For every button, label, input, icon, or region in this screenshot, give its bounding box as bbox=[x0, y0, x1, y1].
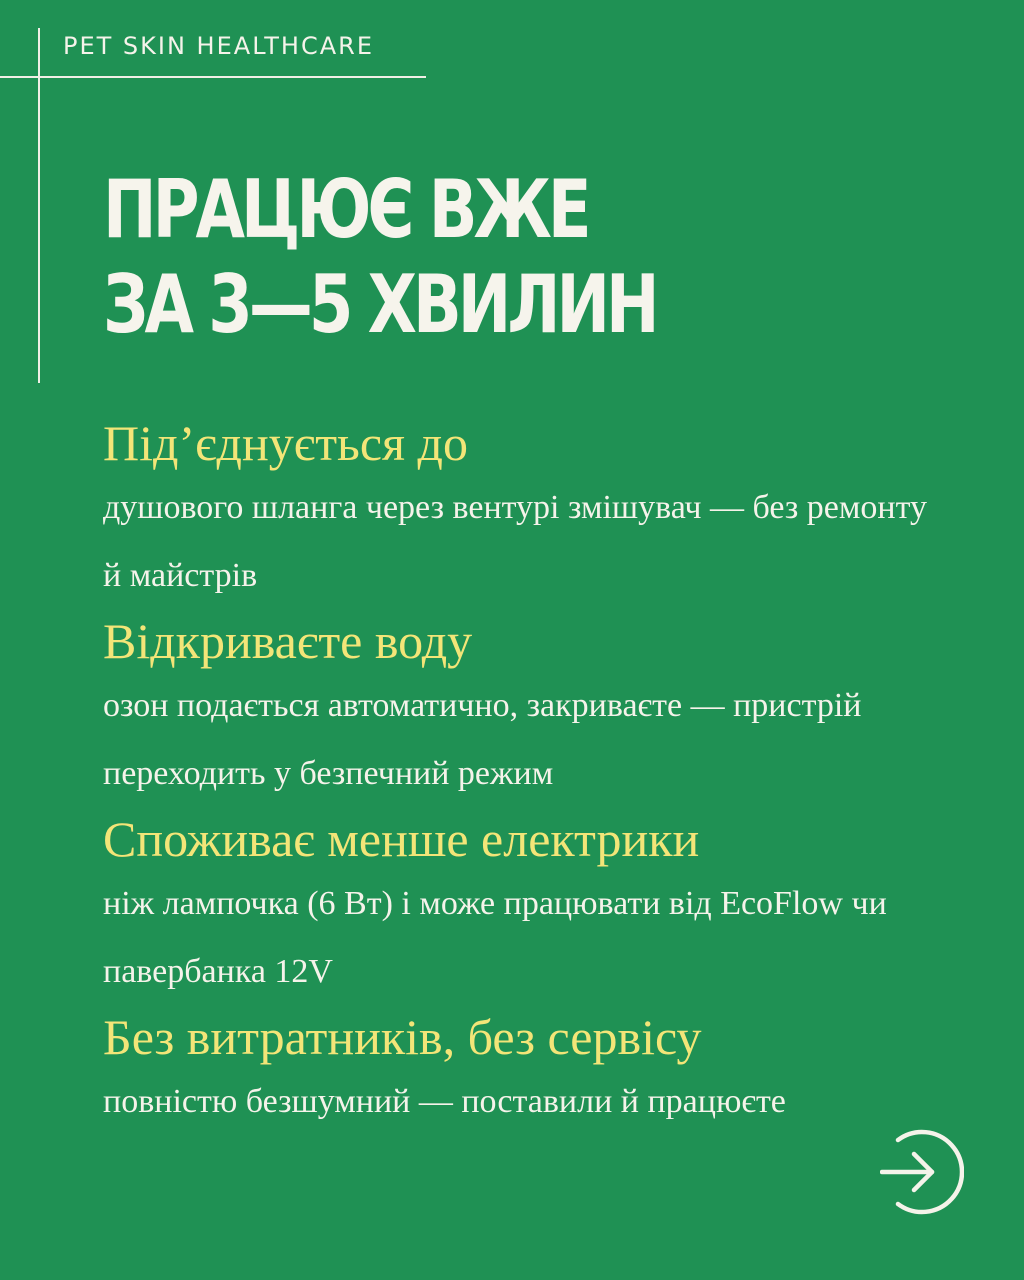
feature-title: Під’єднується до bbox=[103, 415, 468, 471]
feature-item bbox=[103, 808, 983, 1006]
feature-item bbox=[103, 412, 983, 610]
feature-title: Без витратників, без сервісу bbox=[103, 1009, 702, 1065]
arrow-right-circle-icon bbox=[880, 1125, 964, 1219]
feature-title: Споживає менше електрики bbox=[103, 811, 700, 867]
feature-list bbox=[103, 412, 983, 1136]
feature-description: душового шланга через вентурі змішувач — без ремонту й майстрів bbox=[103, 489, 928, 594]
brand-name: PET SKIN HEALTHCARE bbox=[63, 32, 374, 60]
feature-title: Відкриваєте воду bbox=[103, 613, 473, 669]
feature-description: озон подається автоматично, закриваєте — пристрій переходить у безпечний режим bbox=[103, 687, 862, 792]
feature-item bbox=[103, 1006, 983, 1136]
page-title: ПРАЦЮЄ ВЖЕ ЗА 3—5 ХВИЛИН bbox=[103, 163, 656, 351]
feature-description: ніж лампочка (6 Вт) і може працювати від EcoFlow чи павербанка 12V bbox=[103, 885, 887, 990]
next-button[interactable] bbox=[880, 1125, 964, 1219]
feature-item bbox=[103, 610, 983, 808]
frame-horizontal-line bbox=[0, 76, 426, 78]
feature-description: повністю безшумний — поставили й працюєте bbox=[103, 1083, 786, 1120]
frame-vertical-line bbox=[38, 28, 40, 383]
